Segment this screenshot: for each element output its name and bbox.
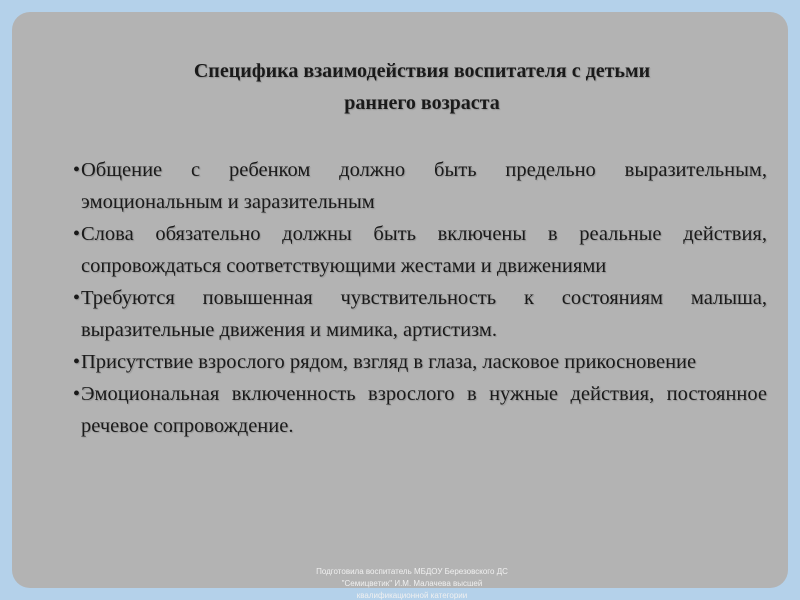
footer-line-2: "Семицветик" И.М. Малачева высшей bbox=[341, 579, 483, 588]
bullet-marker: • bbox=[72, 383, 80, 405]
bullet-marker: • bbox=[72, 287, 80, 309]
list-item-text: Слова обязательно должны быть включены в реальные действия, сопровождаться соответствующими жестами и движениями bbox=[81, 223, 767, 277]
list-item bbox=[62, 346, 767, 378]
list-item-text: Общение с ребенком должно быть предельно выразительным, эмоциональным и заразительным bbox=[81, 159, 767, 213]
bullet-marker: • bbox=[72, 351, 80, 373]
bullet-marker: • bbox=[72, 159, 80, 181]
list-item bbox=[62, 218, 767, 282]
slide-title-line-2: раннего возраста bbox=[344, 92, 500, 114]
list-item bbox=[62, 378, 767, 442]
list-item-text: Эмоциональная включенность взрослого в нужные действия, постоянное речевое сопровождение. bbox=[81, 383, 767, 437]
footer-line-3: квалификационной категории bbox=[356, 591, 468, 600]
bullet-marker: • bbox=[72, 223, 80, 245]
list-item-text: Требуются повышенная чувствительность к состояниям малыша, выразительные движения и мимика, артистизм. bbox=[81, 287, 767, 341]
author-footer bbox=[262, 566, 562, 600]
list-item bbox=[62, 154, 767, 218]
slide-title bbox=[72, 55, 772, 119]
list-item-text: Присутствие взрослого рядом, взгляд в глаза, ласковое прикосновение bbox=[81, 351, 697, 373]
bullet-list bbox=[62, 154, 767, 442]
footer-line-1: Подготовила воспитатель МБДОУ Березовского ДС bbox=[316, 567, 508, 576]
slide-title-line-1: Специфика взаимодействия воспитателя с детьми bbox=[193, 60, 651, 82]
list-item bbox=[62, 282, 767, 346]
content-card bbox=[12, 12, 788, 600]
